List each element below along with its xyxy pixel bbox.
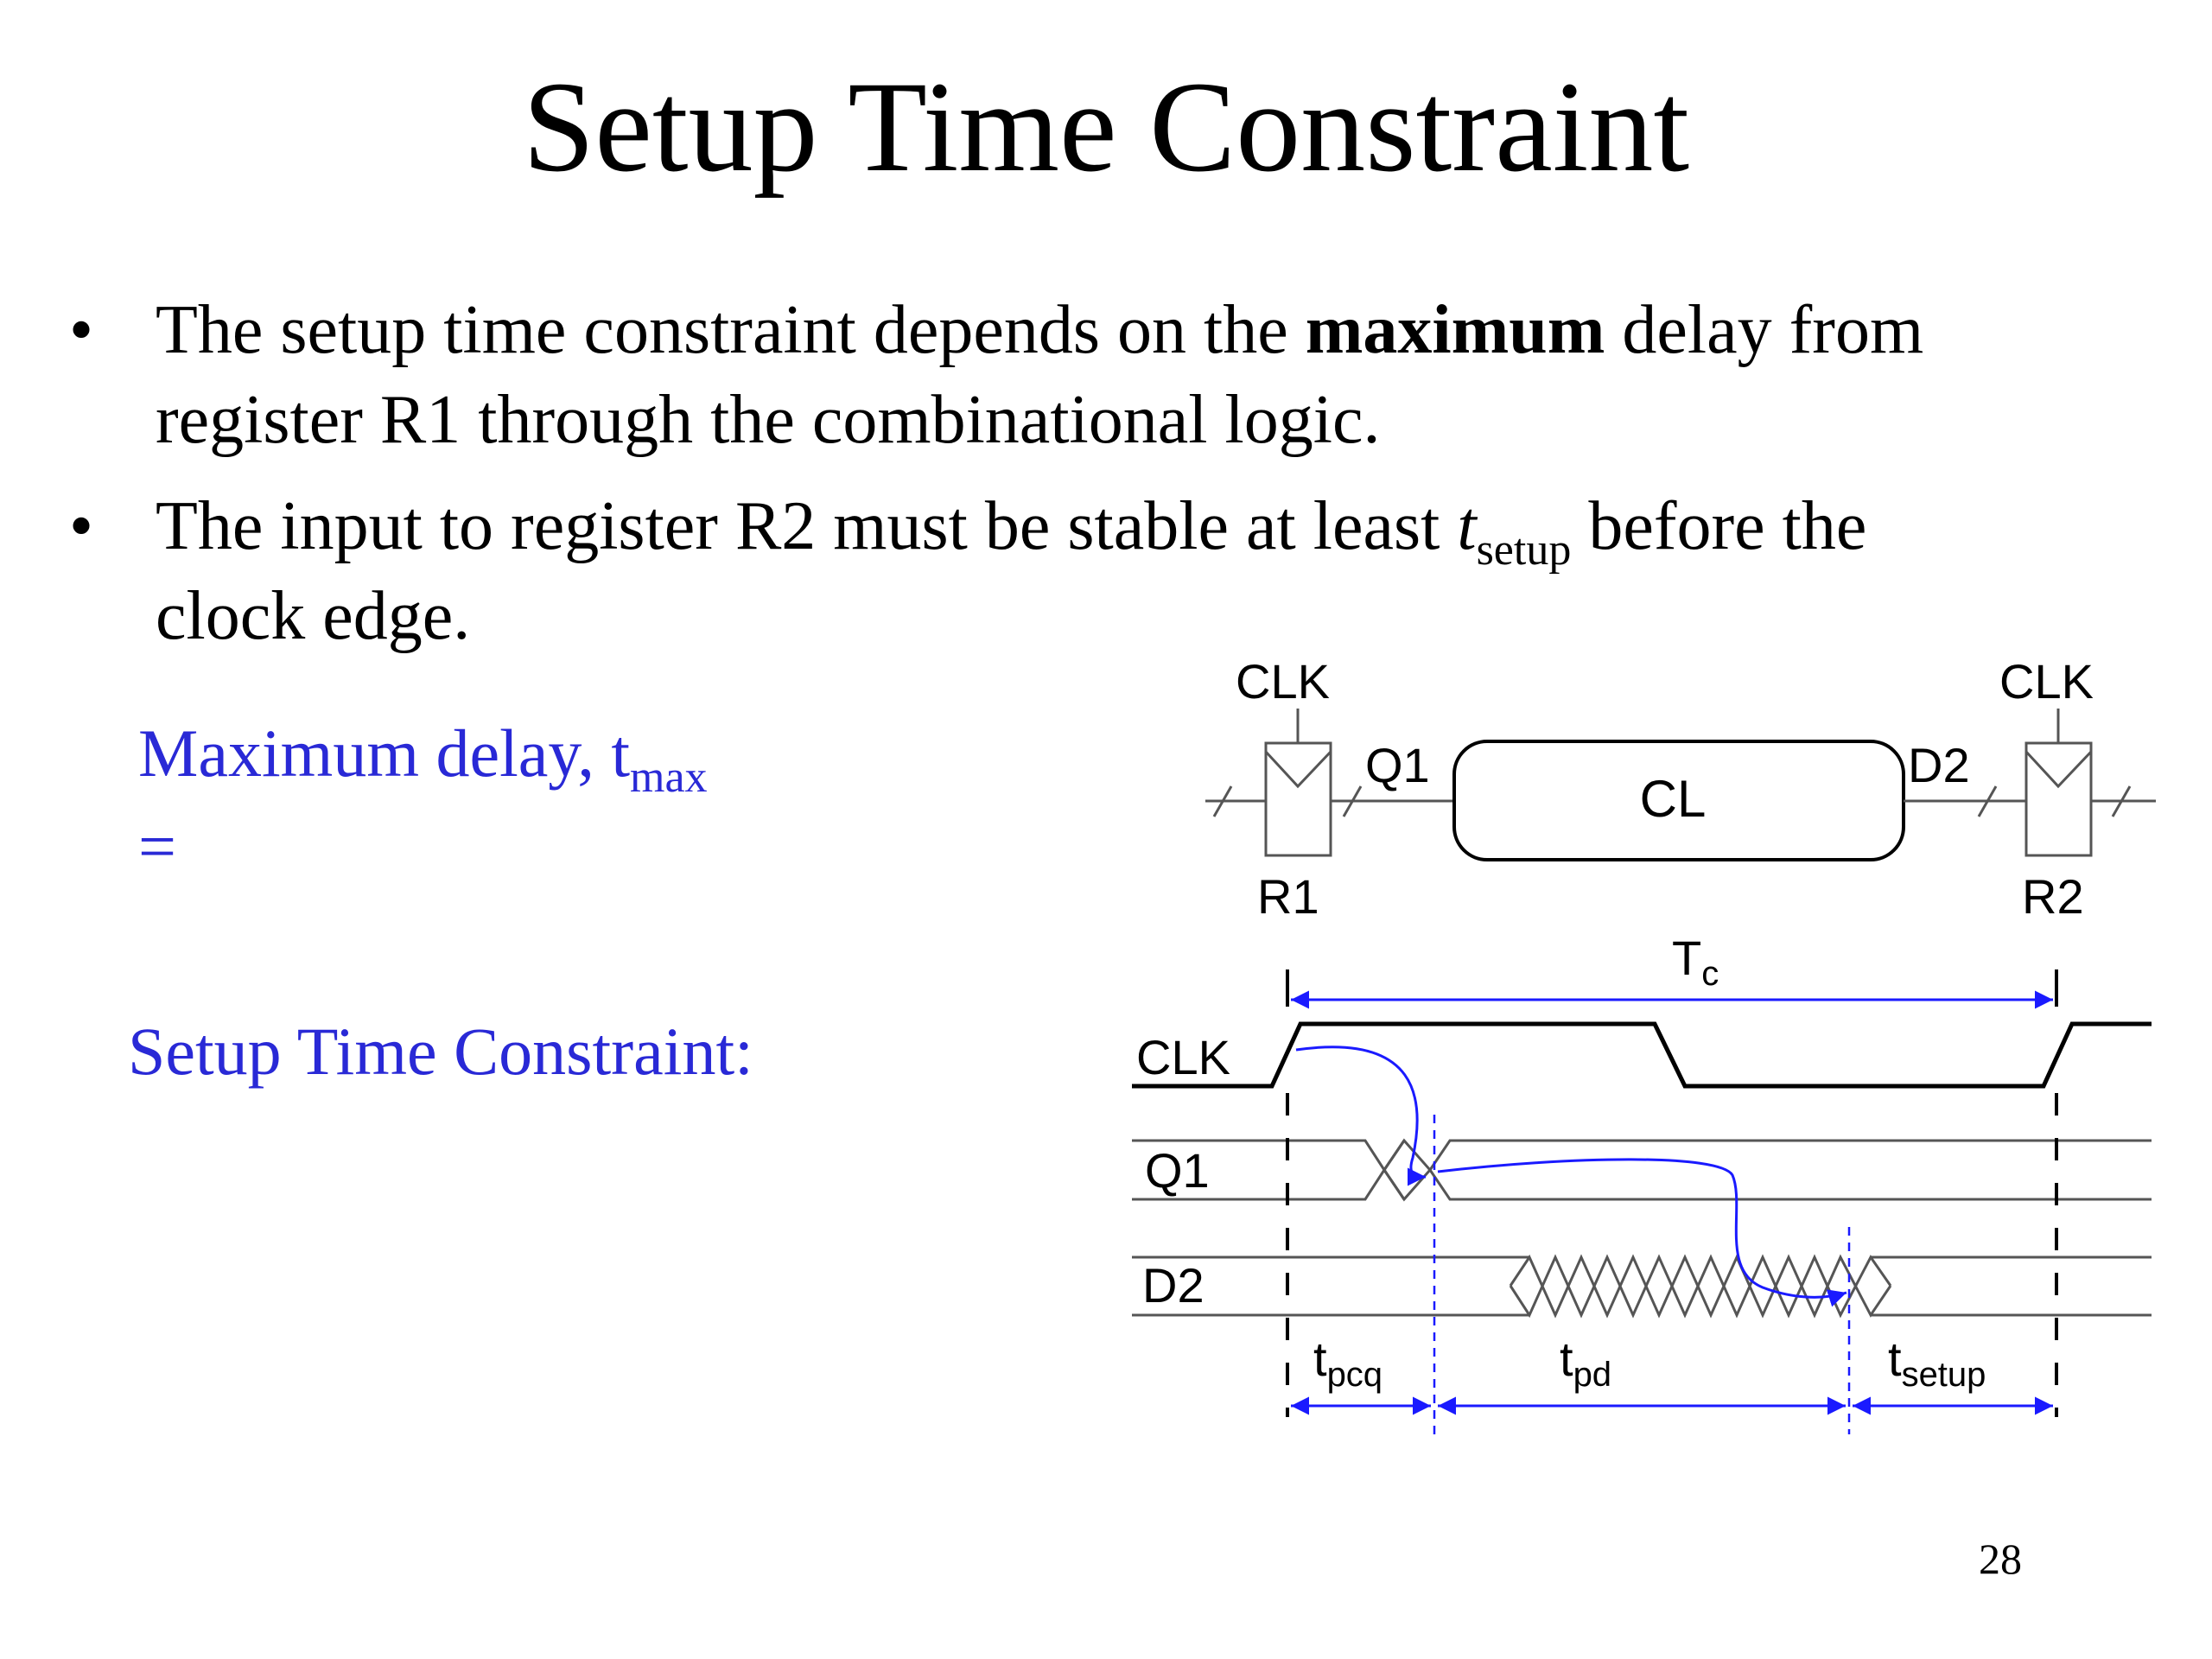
q1-wire-label: Q1 (1365, 738, 1430, 792)
q1-waveform (1132, 1141, 2152, 1199)
svg-text:tpd (1560, 1332, 1611, 1394)
setup-constraint-label: Setup Time Constraint: (128, 1014, 753, 1089)
bullet-dot: • (69, 292, 94, 368)
tc-subscript: c (1701, 955, 1719, 993)
register-r2 (2026, 743, 2091, 855)
clk-right-label: CLK (1999, 654, 2094, 709)
max-delay-label: Maximum delay, $t_{max}$ (138, 715, 708, 802)
tc-label: T (1672, 931, 1702, 985)
max-delay-equals: = (138, 809, 176, 884)
timing-q1-label: Q1 (1145, 1143, 1210, 1198)
combinational-logic-label: CL (1639, 770, 1707, 828)
register-r1 (1266, 743, 1331, 855)
tpd-subscript: pd (1573, 1356, 1612, 1394)
r2-label: R2 (2022, 869, 2084, 924)
clk-waveform (1132, 1024, 2152, 1086)
d2-wire-label: D2 (1908, 738, 1970, 792)
tpcq-label: t (1313, 1332, 1327, 1386)
timing-traces (1132, 1024, 2152, 1315)
timing-d2-label: D2 (1142, 1258, 1205, 1313)
bullet-1-line-1: The setup time constraint depends on the maximum delay from (156, 292, 1924, 368)
tsetup-label: t (1888, 1332, 1902, 1386)
clk-to-q1-causality-arrow (1296, 1047, 1426, 1177)
timing-clk-label: CLK (1136, 1030, 1230, 1084)
slide-title: Setup Time Constraint (522, 55, 1690, 199)
bullet-1-line-2: register R1 through the combinational logic. (156, 382, 1381, 458)
r1-label: R1 (1257, 869, 1319, 924)
tsetup-subscript: setup (1901, 1356, 1986, 1394)
clock-edge-markers (1287, 969, 2056, 1417)
emphasis-maximum: maximum (1305, 292, 1605, 368)
bullet-2-line-1: The input to register R2 must be stable at least $t_{setup}$ before the (156, 488, 1867, 575)
page-number: 28 (1979, 1535, 2022, 1583)
tpd-label: t (1560, 1332, 1573, 1386)
tpcq-subscript: pcq (1326, 1356, 1383, 1394)
bullet-dot: • (69, 488, 94, 564)
svg-text:tsetup (1888, 1332, 1986, 1394)
svg-text:Tc (1672, 931, 1719, 993)
svg-text:tpcq (1313, 1332, 1382, 1394)
d2-waveform (1132, 1257, 2152, 1315)
bullet-2-line-2: clock edge. (156, 578, 471, 654)
circuit-labels (1236, 654, 2094, 924)
clk-left-label: CLK (1236, 654, 1330, 709)
r2-clock-triangle (2026, 752, 2091, 786)
r1-clock-triangle (1266, 752, 1331, 786)
